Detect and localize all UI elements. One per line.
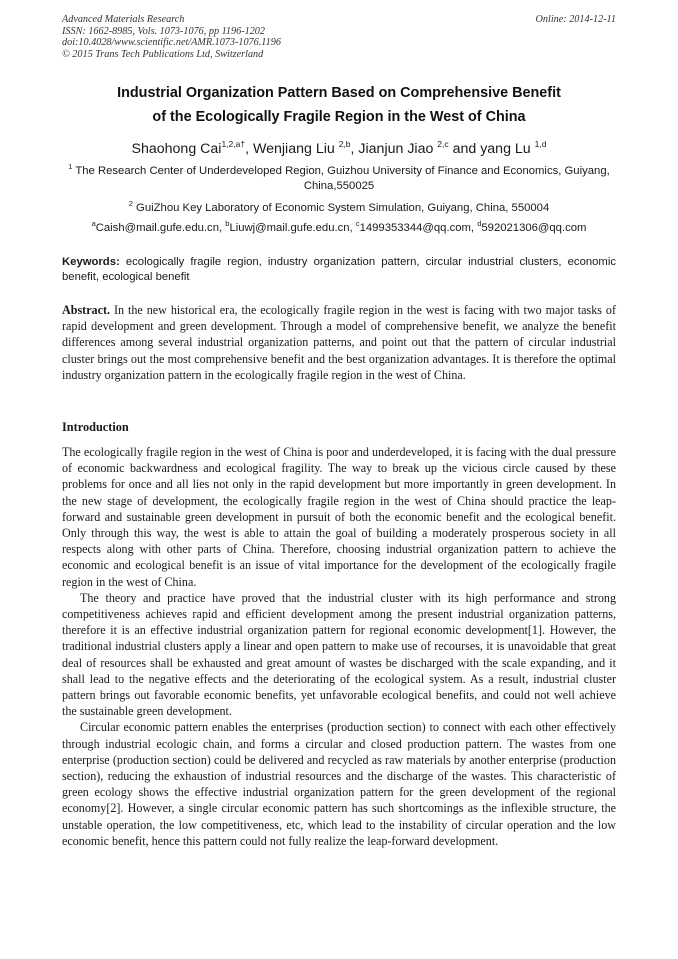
email-address: 592021306@qq.com	[481, 222, 587, 234]
author-name: Jianjun Jiao	[358, 141, 438, 157]
title-line-2: of the Ecologically Fragile Region in the West of China	[152, 109, 526, 125]
affiliation-text: GuiZhou Key Laboratory of Economic System Simulation, Guiyang, China, 550004	[132, 202, 550, 214]
email-superscript: c	[355, 219, 360, 228]
journal-header	[62, 14, 281, 60]
author-separator: ,	[350, 141, 359, 157]
affiliation-superscript: 1	[68, 162, 73, 171]
paragraph: Circular economic pattern enables the enterprises (production section) to connect with each other effectively through industrial ecologic chain, and forms a circular and closed production pattern. The wastes from one enterprise (production section) could be delivered and recycled as raw materials by another enterprise (production section), reducing the exhaustion of industrial resources and the discharge of the wastes. This characteristic of green ecology shows the effective industrial organization pattern for the green development of the regional economy[2]. However, a single circular economic pattern has such shortcomings as the inflexible structure, the unstable operation, the low competitiveness, etc, which lead to the instability of circular operation and the low economic benefit, hence this pattern could not fully realize the leap-forward development.	[62, 720, 616, 848]
email-address: Liuwj@mail.gufe.edu.cn,	[229, 222, 356, 234]
introduction-body	[62, 444, 616, 849]
author-superscript: 1,2,a†	[221, 139, 246, 149]
email-superscript: a	[91, 219, 96, 228]
author-separator: and	[448, 141, 481, 157]
copyright-line: © 2015 Trans Tech Publications Ltd, Switzerland	[62, 48, 264, 60]
author-list	[40, 140, 638, 158]
affiliation-text: The Research Center of Underdeveloped Region, Guizhou University of Finance and Economics, Guiyang, China,550025	[72, 165, 610, 192]
email-superscript: b	[225, 219, 230, 228]
affiliation-1	[62, 164, 616, 193]
paper-title	[40, 81, 638, 129]
abstract-block	[62, 302, 616, 383]
section-heading-introduction: Introduction	[62, 420, 129, 434]
email-address: Caish@mail.gufe.edu.cn,	[95, 222, 226, 234]
affiliation-superscript: 2	[128, 199, 133, 208]
online-date: Online: 2014-12-11	[535, 14, 616, 25]
paragraph: The theory and practice have proved that the industrial cluster with its high performance and strong competitiveness achieves rapid and efficient development among the present industrial organization patterns, therefore it is an effective industrial organization pattern for regional economic development[1]. However, the traditional industrial clusters apply a linear and open pattern to make use of recourses, it is unavoidable that great deal of resources shall be exhausted and great amount of wastes be discharged with the scale expanding, and it shall lead to the negative effects and the deteriorating of the ecological system. As a result, industrial cluster pattern brings out favorable economic benefits, yet unfavorable ecological benefits, and could not well achieve the sustainable green development.	[62, 590, 616, 719]
doi-line: doi:10.4028/www.scientific.net/AMR.1073-1076.1196	[62, 37, 281, 49]
author-superscript: 1,d	[534, 139, 547, 149]
title-line-1: Industrial Organization Pattern Based on Comprehensive Benefit	[117, 85, 561, 101]
keywords-text: ecologically fragile region, industry organization pattern, circular industrial clusters, economic benefit, ecological benefit	[62, 256, 616, 283]
author-name: yang Lu	[480, 141, 535, 157]
issn-line: ISSN: 1662-8985, Vols. 1073-1076, pp 1196-1202	[62, 25, 265, 37]
email-list	[62, 221, 616, 236]
abstract-label: Abstract.	[62, 303, 111, 317]
paragraph: The ecologically fragile region in the west of China is poor and underdeveloped, it is facing with the dual pressure of economic backwardness and ecological fragility. The way to break up the vicious circle caused by these problems for once and all lies not only in the rapid development but more importantly in green development. In the new stage of development, the ecologically fragile region in the west of China should practice the leap-forward and sustainable green development in pursuit of both the economic benefit and the ecological benefit. Only through this way, the west is able to attain the goal of building a moderately prosperous society in all respects along with other parts of China. Therefore, choosing industrial organization pattern to achieve the economic and ecological benefit is an issue of vital importance for the development of the ecologically fragile region in the west of China.	[62, 445, 616, 589]
author-superscript: 2,b	[338, 139, 351, 149]
affiliation-2	[62, 201, 616, 216]
journal-name: Advanced Materials Research	[62, 14, 185, 25]
email-superscript: d	[477, 219, 482, 228]
author-separator: ,	[245, 141, 253, 157]
keywords-label: Keywords:	[62, 256, 120, 268]
abstract-text: In the new historical era, the ecologically fragile region in the west is facing with two major tasks of rapid development and green development. Through a model of comprehensive benefit, we analyze the benefit differences among several industrial organization patterns, and point out that the pattern of circular industrial cluster brings out the most comprehensive benefit and the best organization advantages. It is therefore the optimal industry organization pattern in the ecologically fragile region in the west of China.	[62, 303, 616, 382]
author-superscript: 2,c	[437, 139, 449, 149]
keywords-block	[62, 255, 616, 284]
email-address: 1499353344@qq.com,	[359, 222, 478, 234]
author-name: Wenjiang Liu	[252, 141, 339, 157]
author-name: Shaohong Cai	[131, 141, 222, 157]
